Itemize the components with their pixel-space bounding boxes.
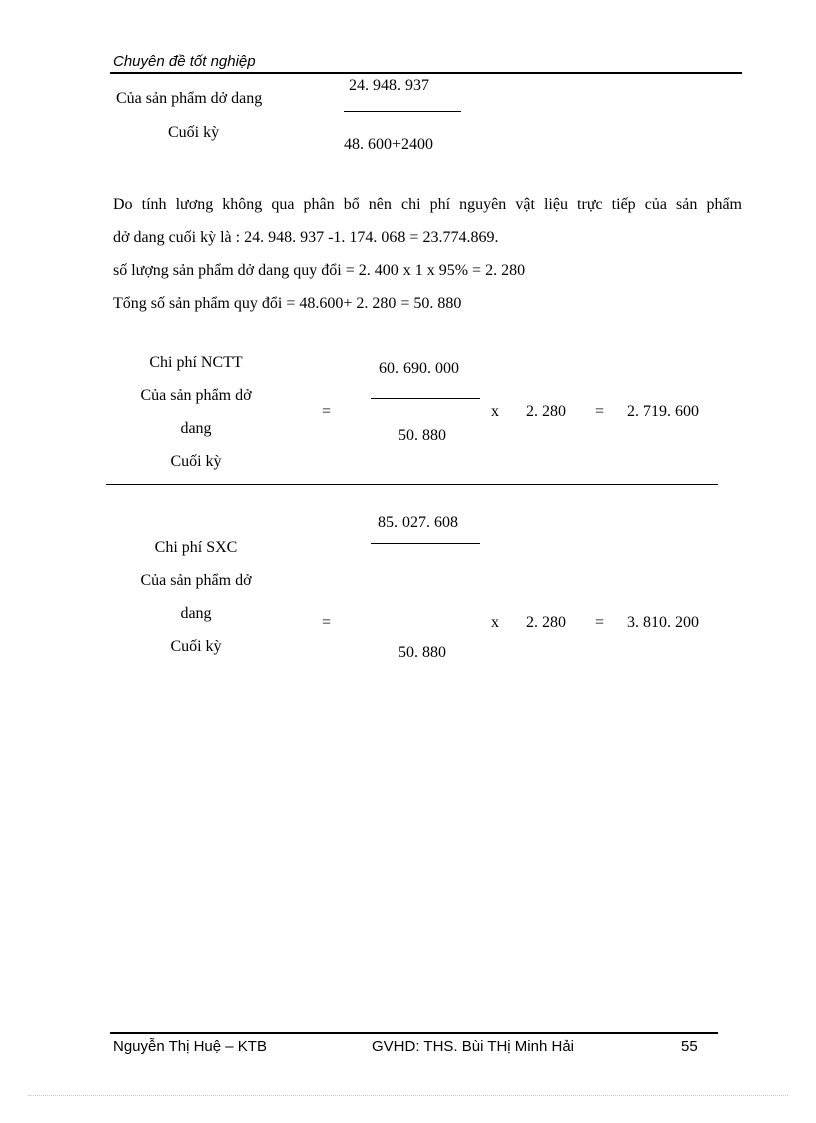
- formula2-denominator: 50. 880: [398, 427, 446, 444]
- formula3-equals-2: =: [595, 614, 605, 631]
- formula2-numerator: 60. 690. 000: [379, 360, 459, 377]
- formula3-times: x: [491, 614, 499, 631]
- formula3-label-line4: Cuối kỳ: [170, 638, 222, 655]
- formula2-factor: 2. 280: [526, 403, 566, 420]
- paragraph-line-1: Do tính lương không qua phân bổ nên chi phí nguyên vật liệu trực tiếp của sản phẩm: [113, 196, 742, 213]
- formula1-numerator: 24. 948. 937: [349, 77, 429, 94]
- formula2-label-line1: Chi phí NCTT: [149, 354, 243, 371]
- formula3-numerator: 85. 027. 608: [378, 514, 458, 531]
- footer-author: Nguyễn Thị Huệ – KTB: [113, 1038, 267, 1055]
- formula3-fraction-bar: [371, 543, 480, 544]
- formula3-denominator: 50. 880: [398, 644, 446, 661]
- formula1-label-line2: Cuối kỳ: [168, 124, 220, 141]
- formula1-denominator: 48. 600+2400: [344, 136, 434, 153]
- formula2-result: 2. 719. 600: [627, 403, 699, 420]
- page-bottom-border: [28, 1095, 788, 1096]
- formula2-equals-1: =: [322, 403, 332, 420]
- paragraph-line-2: dở dang cuối kỳ là : 24. 948. 937 -1. 174. 068 = 23.774.869.: [113, 229, 499, 246]
- formula2-fraction-bar: [371, 398, 480, 399]
- formula3-equals-1: =: [322, 614, 332, 631]
- footer-rule: [110, 1032, 718, 1034]
- formula2-times: x: [491, 403, 499, 420]
- formula2-label-line2: Của sản phẩm dở: [140, 387, 252, 404]
- footer-advisor: GVHD: THS. Bùi THị Minh Hải: [372, 1038, 574, 1055]
- formula1-fraction-bar: [344, 111, 461, 112]
- formula1-label-line1: Của sản phẩm dở dang: [116, 90, 263, 107]
- section-separator: [106, 484, 718, 485]
- formula3-label-line1: Chi phí SXC: [154, 539, 238, 556]
- formula2-label-line4: Cuối kỳ: [170, 453, 222, 470]
- formula2-equals-2: =: [595, 403, 605, 420]
- formula3-label-line3: dang: [180, 605, 212, 622]
- footer-page-number: 55: [681, 1038, 698, 1055]
- paragraph-line-4: Tổng số sản phẩm quy đổi = 48.600+ 2. 280 = 50. 880: [113, 295, 462, 312]
- formula3-factor: 2. 280: [526, 614, 566, 631]
- header-title: Chuyên đề tốt nghiệp: [113, 53, 256, 70]
- paragraph-line-3: số lượng sản phẩm dở dang quy đổi = 2. 400 x 1 x 95% = 2. 280: [113, 262, 526, 279]
- formula3-result: 3. 810. 200: [627, 614, 699, 631]
- formula3-label-line2: Của sản phẩm dở: [140, 572, 252, 589]
- formula2-label-line3: dang: [180, 420, 212, 437]
- header-rule: [110, 72, 742, 74]
